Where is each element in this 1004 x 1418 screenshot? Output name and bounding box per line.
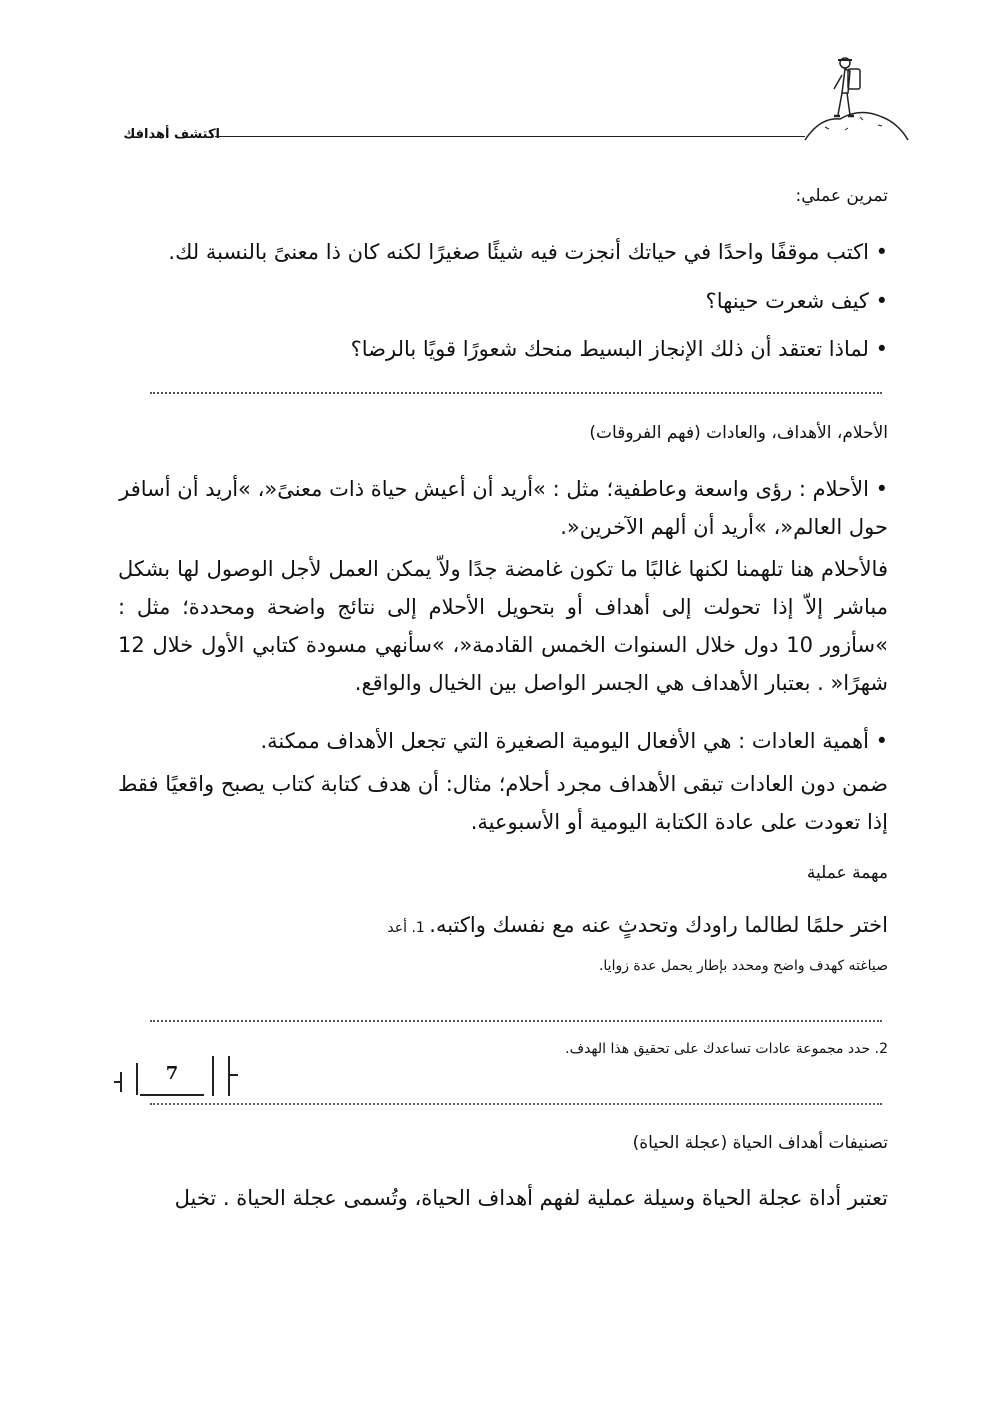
wheel-text: تعتبر أداة عجلة الحياة وسيلة عملية لفهم أهداف الحياة، وتُسمى عجلة الحياة . تخيل	[174, 1186, 888, 1210]
exercise-bullet-1: • اكتب موقفًا واحدًا في حياتك أنجزت فيه شيئًا صغيرًا لكنه كان ذا معنىً بالنسبة لك.	[168, 240, 888, 264]
dreams-bullet-2: • أهمية العادات : هي الأفعال اليومية الصغيرة التي تجعل الأهداف ممكنة.	[260, 729, 888, 753]
task-line-1-main: اختر حلمًا لطالما راودك وتحدثٍ عنه مع نفسك واكتبه.	[429, 913, 888, 937]
page-tick	[114, 1081, 122, 1083]
page-bar	[228, 1056, 230, 1096]
exercise-bullet-3: • لماذا تعتقد أن ذلك الإنجاز البسيط منحك شعورًا قويًا بالرضا؟	[350, 337, 888, 361]
task-line-2: صياغته كهدف واضح ومحدد بإطار يحمل عدة زوايا.	[598, 958, 888, 974]
header-title: اكتشف أهدافك	[123, 127, 220, 142]
answer-line	[150, 392, 882, 394]
answer-line	[150, 1103, 882, 1105]
task-line-1	[108, 913, 888, 937]
page-number: 7	[140, 1060, 204, 1096]
page-tick	[228, 1074, 238, 1076]
dreams-heading: الأحلام، الأهداف، والعادات (فهم الفروقات)	[589, 423, 888, 443]
answer-line	[150, 1020, 882, 1022]
task-heading: مهمة عملية	[806, 863, 888, 883]
hiker-illustration	[800, 45, 910, 145]
page-bar	[136, 1063, 138, 1095]
task-line-1-item: 1. أعد	[387, 920, 430, 936]
task-item-2: 2. حدد مجموعة عادات تساعدك على تحقيق هذا الهدف.	[565, 1041, 888, 1057]
exercise-bullet-2: • كيف شعرت حينها؟	[705, 289, 888, 313]
dreams-bullet-1: • الأحلام : رؤى واسعة وعاطفية؛ مثل : »أريد أن أعيش حياة ذات معنىً«، »أريد أن أسافر حول العالم«، »أريد أن ألهم الآخرين«.	[119, 477, 888, 539]
wheel-heading: تصنيفات أهداف الحياة (عجلة الحياة)	[632, 1133, 888, 1153]
page-bar	[212, 1056, 214, 1096]
exercise-heading: تمرين عملي:	[795, 186, 888, 206]
header-rule	[215, 136, 805, 137]
dreams-paragraph-1: فالأحلام هنا تلهمنا لكنها غالبًا ما تكون غامضة جدًا ولاّ يمكن العمل لأجل الوصول لها بشكل مباشر إلاّ إذا تحولت إلى أهداف أو بتحويل الأحلام إلى نتائج واضحة ومحددة؛ مثل : »سأزور 10 دول خلال السنوات الخمس القادمة«، »سأنهي مسودة كتابي الأول خلال 12 شهرًا« . بعتبار الأهداف هي الجسر الواصل بين الخيال والواقع.	[118, 557, 888, 695]
dreams-paragraph-2: ضمن دون العادات تبقى الأهداف مجرد أحلام؛ مثال: أن هدف كتابة كتاب يصبح واقعيًا فقط إذا تعودت على عادة الكتابة اليومية أو الأسبوعية.	[118, 772, 888, 834]
